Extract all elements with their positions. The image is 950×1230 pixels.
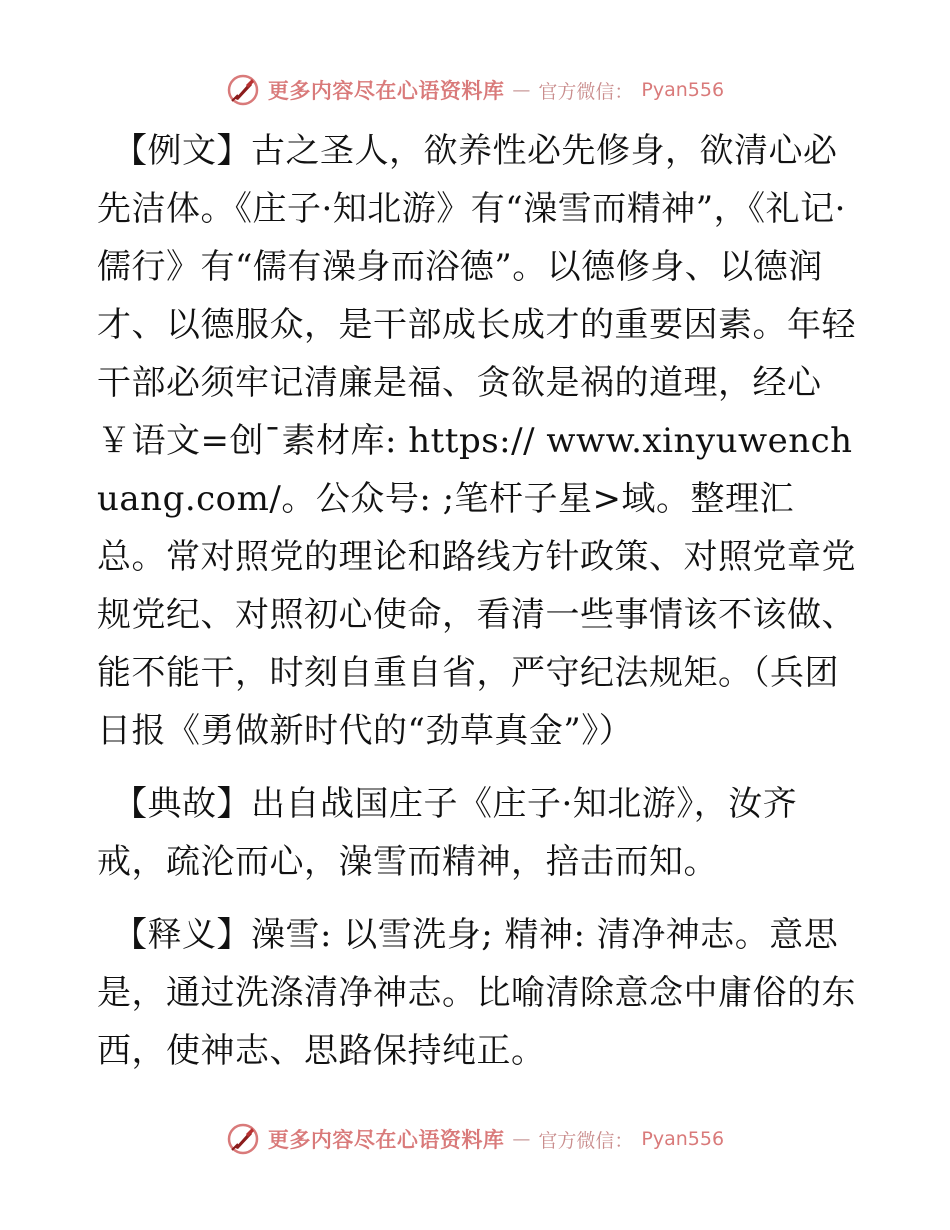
allusion-paragraph: 【典故】出自战国庄子《庄子·知北游》，汝齐戒，疏沦而心，澡雪而精神，掊击而知。 [97, 784, 798, 882]
header-banner [0, 68, 950, 112]
feather-pen-icon [226, 73, 260, 107]
banner-separator: — [512, 1128, 531, 1150]
banner-title: 更多内容尽在心语资料库 [267, 1127, 505, 1152]
banner-separator: — [512, 79, 531, 101]
banner-wechat-id: Pyan556 [641, 79, 725, 101]
feather-pen-icon [226, 1122, 260, 1156]
document-body [97, 122, 857, 1080]
banner-official-label: 官方微信： [538, 80, 634, 103]
footer-banner [0, 1117, 950, 1161]
example-paragraph: 【例文】古之圣人，欲养性必先修身，欲清心必先洁体。《庄子·知北游》有“澡雪而精神”，《礼记·儒行》有“儒有澡身而浴德”。以德修身、以德润才、以德服众，是干部成长成才的重要因素。年轻干部必须牢记清廉是福、贪欲是祸的道理，经心￥语文=创¯素材库: https:// www.xinyuwenchuang.com/。公众号: ;笔杆子星>域。整理汇总。常对照党的理论和路线方针政策、对照党章党规党纪、对照初心使命，看清一些事情该不该做、能不能干，时刻自重自省，严守纪法规矩。（兵团日报《勇做新时代的“劲草真金”》） [97, 131, 856, 751]
banner-title: 更多内容尽在心语资料库 [267, 78, 505, 103]
banner-wechat-id: Pyan556 [641, 1128, 725, 1150]
banner-official-label: 官方微信： [538, 1129, 634, 1152]
interpretation-paragraph: 【释义】澡雪: 以雪洗身; 精神: 清净神志。意思是，通过洗涤清净神志。比喻清除意念中庸俗的东西，使神志、思路保持纯正。 [97, 915, 856, 1071]
